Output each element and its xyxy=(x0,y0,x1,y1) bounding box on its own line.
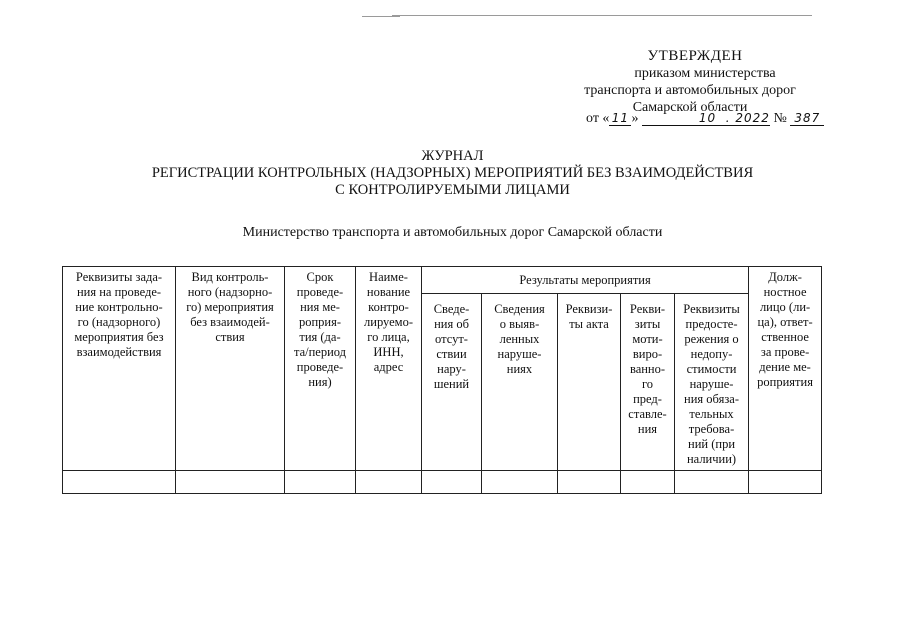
table-cell[interactable] xyxy=(482,471,558,494)
table-cell[interactable] xyxy=(285,471,356,494)
scan-artifact-line xyxy=(392,15,812,16)
header-controlled-person: Наиме- нование контро- лируемо- го лица, ИНН, адрес xyxy=(356,267,422,471)
header-responsible-official: Долж- ностное лицо (ли- ца), ответ- ственное за прове- дение ме- роприятия xyxy=(749,267,822,471)
table-cell[interactable] xyxy=(422,471,482,494)
approval-region-line: Самарской области xyxy=(632,100,748,115)
date-mid: » xyxy=(631,111,639,126)
date-day: 11 xyxy=(609,111,631,126)
table-cell[interactable] xyxy=(63,471,176,494)
table-row xyxy=(63,471,822,494)
table-cell[interactable] xyxy=(621,471,675,494)
table-cell[interactable] xyxy=(749,471,822,494)
table-cell[interactable] xyxy=(356,471,422,494)
organization-name: Министерство транспорта и автомобильных дорог Самарской области xyxy=(242,225,663,240)
date-prefix: от « xyxy=(586,111,610,126)
approval-ministry-line: транспорта и автомобильных дорог xyxy=(584,83,796,98)
journal-table xyxy=(62,266,822,494)
approval-date-line xyxy=(586,111,824,127)
header-motivated-representation: Рекви- зиты моти- виро- ванно- го пред- ставле- ния xyxy=(621,294,675,471)
approval-order-line: приказом министерства xyxy=(634,66,776,81)
date-year: . 2022 xyxy=(725,111,770,125)
title-journal: ЖУРНАЛ xyxy=(421,148,484,164)
number-label: № xyxy=(773,111,787,126)
table-cell[interactable] xyxy=(558,471,621,494)
table-header-row xyxy=(63,267,822,294)
table-cell[interactable] xyxy=(675,471,749,494)
scan-artifact-line xyxy=(362,16,400,17)
header-event-type: Вид контроль- ного (надзорно- го) мероприятия без взаимодей- ствия xyxy=(176,267,285,471)
header-event-term: Срок проведе- ния ме- роприя- тия (да- та/период проведе- ния) xyxy=(285,267,356,471)
title-registration: РЕГИСТРАЦИИ КОНТРОЛЬНЫХ (НАДЗОРНЫХ) МЕРОПРИЯТИЙ БЕЗ ВЗАИМОДЕЙСТВИЯ xyxy=(151,165,754,181)
header-act-details: Реквизи- ты акта xyxy=(558,294,621,471)
order-number: 387 xyxy=(790,111,824,126)
header-results-group: Результаты мероприятия xyxy=(422,267,749,294)
approval-stamp xyxy=(540,48,840,116)
date-month: 10 xyxy=(698,111,717,125)
header-no-violations: Сведе- ния об отсут- ствии нару- шений xyxy=(422,294,482,471)
approved-heading: УТВЕРЖДЕН xyxy=(647,48,743,64)
header-violations-found: Сведения о выяв- ленных наруше- ниях xyxy=(482,294,558,471)
table-cell[interactable] xyxy=(176,471,285,494)
title-controlled-persons: С КОНТРОЛИРУЕМЫМИ ЛИЦАМИ xyxy=(335,182,570,198)
header-task-details: Реквизиты зада- ния на проведе- ние контрольно- го (надзорного) мероприятия без взаимодействия xyxy=(63,267,176,471)
header-warning-details: Реквизиты предосте- режения о недопу- стимости наруше- ния обяза- тельных требова- ний (при наличии) xyxy=(675,294,749,471)
date-month-year xyxy=(642,111,770,126)
